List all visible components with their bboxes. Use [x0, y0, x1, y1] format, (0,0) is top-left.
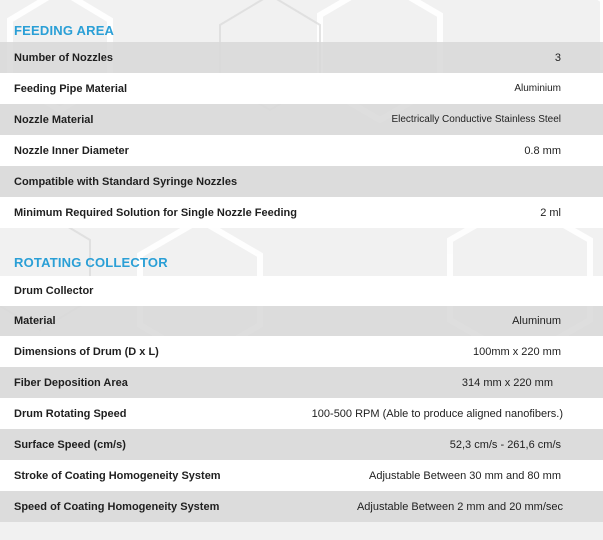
table-row — [0, 367, 603, 398]
table-row — [0, 166, 603, 197]
table-row — [0, 398, 603, 429]
spec-value: Aluminium — [514, 83, 561, 94]
table-row — [0, 429, 603, 460]
table-row — [0, 336, 603, 367]
spec-label: Compatible with Standard Syringe Nozzles — [14, 175, 238, 188]
spec-label: Drum Rotating Speed — [14, 407, 127, 420]
spec-label: Dimensions of Drum (D x L) — [14, 345, 159, 358]
spec-value: 3 — [554, 51, 561, 64]
spec-value: 100mm x 220 mm — [472, 345, 561, 358]
spec-label: Material — [14, 315, 56, 327]
spec-label: Speed of Coating Homogeneity System — [14, 500, 220, 513]
table-row — [0, 306, 603, 336]
table-row — [0, 104, 603, 135]
table-row — [0, 460, 603, 491]
spec-label: Stroke of Coating Homogeneity System — [14, 469, 221, 482]
feeding-area-table — [0, 42, 603, 228]
spec-value: 52,3 cm/s - 261,6 cm/s — [449, 438, 561, 451]
table-row — [0, 42, 603, 73]
feeding-area-title: FEEDING AREA — [14, 23, 115, 38]
spec-value: 0.8 mm — [524, 144, 561, 157]
spec-label: Nozzle Inner Diameter — [14, 144, 129, 157]
spec-value: Electrically Conductive Stainless Steel — [391, 114, 561, 125]
spec-label: Surface Speed (cm/s) — [14, 438, 126, 451]
table-row — [0, 491, 603, 522]
table-row — [0, 73, 603, 104]
spec-value: Aluminum — [512, 315, 561, 327]
spec-value: 314 mm x 220 mm — [461, 376, 553, 389]
rotating-collector-title: ROTATING COLLECTOR — [14, 255, 168, 270]
spec-label: Drum Collector — [14, 285, 94, 297]
spec-label: Nozzle Material — [14, 113, 94, 126]
table-row — [0, 197, 603, 228]
table-row — [0, 276, 603, 306]
spec-label: Fiber Deposition Area — [14, 376, 128, 389]
rotating-collector-table — [0, 276, 603, 522]
table-row — [0, 135, 603, 166]
spec-value: 2 ml — [540, 206, 561, 219]
spec-label: Number of Nozzles — [14, 51, 114, 64]
spec-label: Minimum Required Solution for Single Nozzle Feeding — [14, 206, 297, 219]
spec-value: Adjustable Between 2 mm and 20 mm/sec — [356, 500, 563, 513]
spec-value: 100-500 RPM (Able to produce aligned nanofibers.) — [311, 407, 563, 420]
spec-value: Adjustable Between 30 mm and 80 mm — [369, 469, 561, 482]
spec-label: Feeding Pipe Material — [14, 82, 128, 95]
